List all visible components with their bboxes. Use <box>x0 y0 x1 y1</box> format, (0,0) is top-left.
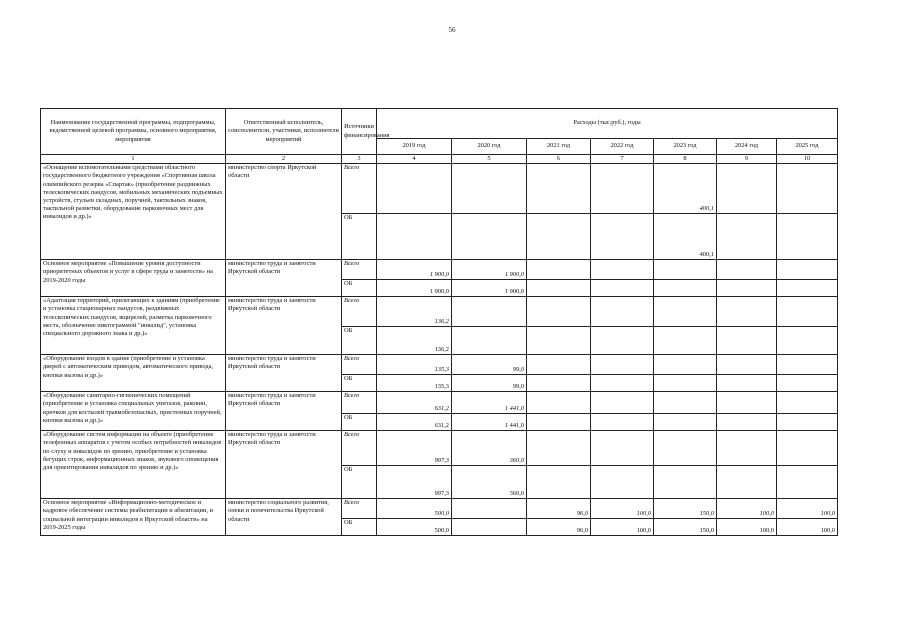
ob-value <box>527 280 591 297</box>
header-year: 2023 год <box>654 139 717 155</box>
ob-value <box>527 375 591 392</box>
ob-value <box>717 214 777 260</box>
ob-value <box>591 414 654 431</box>
total-value <box>591 260 654 280</box>
table-row <box>41 392 838 414</box>
total-value: 1 900,0 <box>452 260 527 280</box>
total-value <box>777 260 838 280</box>
col-number: 7 <box>591 155 654 164</box>
ob-value <box>777 466 838 499</box>
total-value <box>377 164 452 214</box>
header-year: 2020 год <box>452 139 527 155</box>
ob-value: 96,0 <box>527 519 591 536</box>
ob-value <box>777 214 838 260</box>
col-number: 4 <box>377 155 452 164</box>
measure-name: Основное мероприятие «Повышение уровня доступности приоритетных объектов и услуг в сфере труда и занятости» на 2019-2020 годы <box>41 260 226 297</box>
ob-value: 500,0 <box>377 519 452 536</box>
ob-value <box>591 327 654 355</box>
total-value: 400,1 <box>654 164 717 214</box>
col-number: 10 <box>777 155 838 164</box>
total-value <box>777 431 838 466</box>
header-source: Источники финансирования <box>342 109 377 155</box>
budget-table <box>40 108 838 536</box>
executor-cell: министерство социального развития, опеки и попечительства Иркутской области <box>226 499 342 536</box>
header-year: 2019 год <box>377 139 452 155</box>
total-value <box>527 297 591 327</box>
ob-value <box>591 375 654 392</box>
ob-value: 400,1 <box>654 214 717 260</box>
header-year: 2024 год <box>717 139 777 155</box>
source-ob-label: ОБ <box>342 214 377 260</box>
total-value: 631,2 <box>377 392 452 414</box>
source-total-label: Всего <box>342 260 377 280</box>
measure-name: «Адаптация территорий, прилегающих к зданиям (приобретение и установка стационарных пандусов, раздвижных телескопических пандусов, ящирелей, разметка парковочного места, обозначение пиктограммой "инвалид", установка специального дорожного знака и др.)» <box>41 297 226 355</box>
table-body <box>41 164 838 536</box>
total-value: 136,2 <box>377 297 452 327</box>
table-row <box>41 355 838 375</box>
total-value <box>654 260 717 280</box>
ob-value: 135,3 <box>377 375 452 392</box>
col-number: 9 <box>717 155 777 164</box>
total-value <box>452 499 527 519</box>
total-value <box>591 164 654 214</box>
total-value <box>527 260 591 280</box>
ob-value <box>777 414 838 431</box>
total-value: 1 441,0 <box>452 392 527 414</box>
source-ob-label: ОБ <box>342 327 377 355</box>
total-value <box>777 297 838 327</box>
ob-value <box>654 375 717 392</box>
total-value <box>717 392 777 414</box>
total-value: 100,0 <box>591 499 654 519</box>
table-row <box>41 499 838 519</box>
table-row <box>41 297 838 327</box>
ob-value <box>452 327 527 355</box>
ob-value: 1 900,0 <box>377 280 452 297</box>
source-ob-label: ОБ <box>342 375 377 392</box>
ob-value <box>654 280 717 297</box>
ob-value <box>527 214 591 260</box>
total-value <box>717 431 777 466</box>
total-value <box>717 164 777 214</box>
ob-value: 1 900,0 <box>452 280 527 297</box>
total-value <box>654 355 717 375</box>
total-value <box>777 392 838 414</box>
ob-value <box>717 466 777 499</box>
header-year: 2025 год <box>777 139 838 155</box>
total-value: 1 900,0 <box>377 260 452 280</box>
measure-name: «Оснащение вспомогательными средствами областного государственного бюджетного учреждения «Спортивная школа олимпийского резерва «Спартак» (приобретение раздвижных телескопических пандусов, мобильных механических подъемных устройств, стульев складных, поручней, тактильных знаков, тактильной разметки, оборудование парковочных мест для инвалидов и др.)» <box>41 164 226 260</box>
ob-value: 100,0 <box>777 519 838 536</box>
total-value <box>591 297 654 327</box>
ob-value: 1 441,0 <box>452 414 527 431</box>
total-value <box>452 297 527 327</box>
col-number: 5 <box>452 155 527 164</box>
ob-value <box>777 375 838 392</box>
total-value <box>654 297 717 327</box>
total-value <box>527 355 591 375</box>
ob-value <box>717 375 777 392</box>
measure-name: Основное мероприятие «Информационно-методическое и кадровое обеспечение системы реабилитации и абилитации, и социальной интеграции инвалидов в Иркутской области» на 2019-2025 годы <box>41 499 226 536</box>
col-number: 2 <box>226 155 342 164</box>
ob-value: 100,0 <box>591 519 654 536</box>
total-value <box>777 355 838 375</box>
total-value: 100,0 <box>777 499 838 519</box>
ob-value: 136,2 <box>377 327 452 355</box>
ob-value: 631,2 <box>377 414 452 431</box>
header-year: 2022 год <box>591 139 654 155</box>
total-value: 135,3 <box>377 355 452 375</box>
ob-value: 99,0 <box>452 375 527 392</box>
total-value: 360,0 <box>452 431 527 466</box>
executor-cell: министерство труда и занятости Иркутской области <box>226 392 342 431</box>
total-value <box>452 164 527 214</box>
ob-value <box>777 327 838 355</box>
ob-value <box>591 280 654 297</box>
ob-value <box>527 414 591 431</box>
total-value <box>654 392 717 414</box>
total-value <box>527 392 591 414</box>
total-value: 99,0 <box>452 355 527 375</box>
header-year: 2021 год <box>527 139 591 155</box>
ob-value <box>717 327 777 355</box>
measure-name: «Оборудование входов в здание (приобретение и установка дверей с автоматическим приводом, автоматического привода, кнопки вызова и др.)» <box>41 355 226 392</box>
total-value: 997,3 <box>377 431 452 466</box>
total-value: 500,0 <box>377 499 452 519</box>
ob-value: 360,0 <box>452 466 527 499</box>
ob-value <box>777 280 838 297</box>
ob-value: 150,0 <box>654 519 717 536</box>
ob-value <box>654 466 717 499</box>
total-value <box>591 392 654 414</box>
table-row <box>41 260 838 280</box>
total-value <box>717 355 777 375</box>
source-total-label: Всего <box>342 392 377 414</box>
executor-cell: министерство труда и занятости Иркутской области <box>226 355 342 392</box>
total-value <box>527 431 591 466</box>
total-value <box>717 297 777 327</box>
source-ob-label: ОБ <box>342 280 377 297</box>
total-value <box>591 355 654 375</box>
source-total-label: Всего <box>342 164 377 214</box>
ob-value: 997,3 <box>377 466 452 499</box>
executor-cell: министерство спорта Иркутской области <box>226 164 342 260</box>
col-number: 1 <box>41 155 226 164</box>
ob-value <box>452 519 527 536</box>
source-total-label: Всего <box>342 431 377 466</box>
ob-value <box>654 414 717 431</box>
ob-value: 100,0 <box>717 519 777 536</box>
table-header <box>41 109 838 164</box>
measure-name: «Оборудование санитарно-гигиенических помещений (приобретение и установка специальных унитазов, раковин, крючков для костылей травмобезопасных, пристенных поручней, кнопки вызова и др.)» <box>41 392 226 431</box>
header-expenses: Расходы (тыс.руб.), годы <box>377 109 838 139</box>
total-value <box>527 164 591 214</box>
measure-name: «Оборудование систем информации на объекте (приобретение телефонных аппаратов с учетом особых потребностей инвалидов по слуху и инвалидов по зрению, приобретение и установка бегущих строк, информационных знаков, звукового оповещения для ориентирования инвалидов по зрению и др.)» <box>41 431 226 499</box>
total-value <box>591 431 654 466</box>
table-row <box>41 164 838 214</box>
page-number: 56 <box>448 26 456 34</box>
total-value <box>777 164 838 214</box>
total-value: 100,0 <box>717 499 777 519</box>
table-row <box>41 431 838 466</box>
source-ob-label: ОБ <box>342 414 377 431</box>
ob-value <box>591 214 654 260</box>
total-value <box>717 260 777 280</box>
ob-value <box>377 214 452 260</box>
source-total-label: Всего <box>342 499 377 519</box>
executor-cell: министерство труда и занятости Иркутской области <box>226 260 342 297</box>
ob-value <box>452 214 527 260</box>
total-value: 96,0 <box>527 499 591 519</box>
header-executor: Ответственный исполнитель, соисполнители, участники, исполнители мероприятий <box>226 109 342 155</box>
column-number-row <box>41 155 838 164</box>
source-ob-label: ОБ <box>342 519 377 536</box>
ob-value <box>591 466 654 499</box>
total-value: 150,0 <box>654 499 717 519</box>
col-number: 6 <box>527 155 591 164</box>
ob-value <box>654 327 717 355</box>
header-name: Наименование государственной программы, подпрограммы, ведомственной целевой программы, основного мероприятия, мероприятия <box>41 109 226 155</box>
source-total-label: Всего <box>342 355 377 375</box>
col-number: 3 <box>342 155 377 164</box>
col-number: 8 <box>654 155 717 164</box>
ob-value <box>527 327 591 355</box>
executor-cell: министерство труда и занятости Иркутской области <box>226 297 342 355</box>
source-ob-label: ОБ <box>342 466 377 499</box>
ob-value <box>717 280 777 297</box>
executor-cell: министерство труда и занятости Иркутской области <box>226 431 342 499</box>
source-total-label: Всего <box>342 297 377 327</box>
total-value <box>654 431 717 466</box>
ob-value <box>717 414 777 431</box>
ob-value <box>527 466 591 499</box>
